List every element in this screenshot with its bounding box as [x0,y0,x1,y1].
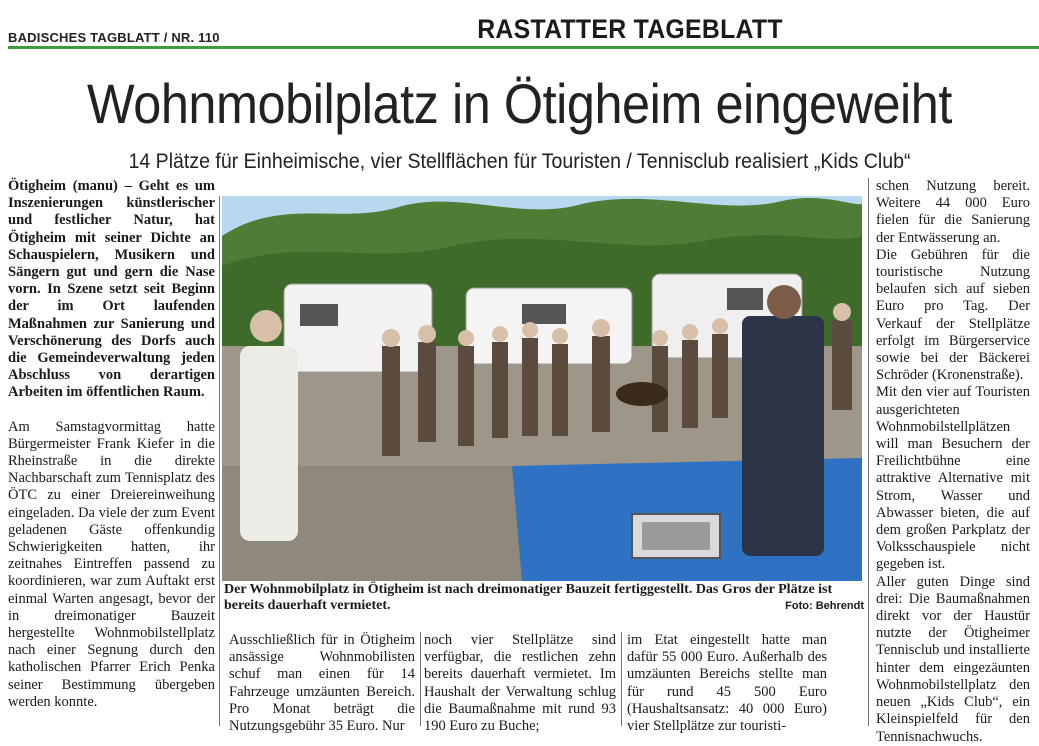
article-column-3 [424,632,616,735]
article-paragraph: Mit den vier auf Touristen ausgerichteten Wohnmobilstellplätzen will man Besuchern der Freilichtbühne eine attraktive Alternative mit Strom, Wasser und Abwasser bieten, die auf dem großen Parkplatz der Volksschauspiele nicht gegeben ist. [876,384,1030,573]
article-column-1 [8,178,215,711]
article-paragraph: Am Samstagvormittag hatte Bürgermeister Frank Kiefer in die Rheinstraße in die direkte Nachbarschaft zum Tennisplatz des ÖTC zu einer Dreiereinweihung eingeladen. Da viele der zum Event geladenen Gäste offenkundig Schwierigkeiten hatten, ihr zeitnahes Eintreffen passend zu koordinieren, war zum Auftakt erst einmal Warten angesagt, bevor der in dreimonatiger Bauzeit hergestellte Wohnmobilstellplatz nach einer Segnung durch den katholischen Pfarrer Erich Penka seiner Bestimmung übergeben werden konnte. [8,418,215,710]
article-column-5 [876,178,1030,746]
article-subheadline: 14 Plätze für Einheimische, vier Stellflächen für Touristen / Tennisclub realisiert „Kids Club“ [128,150,911,173]
article-headline: Wohnmobilplatz in Ötigheim eingeweiht [87,72,952,135]
article-paragraph: Ausschließlich für in Ötigheim ansässige Wohnmobilisten schuf man einen für 14 Fahrzeuge umzäunten Bereich. Pro Monat beträgt die Nutzungsgebühr 35 Euro. Nur [229,632,415,735]
column-divider [868,178,869,726]
photo-illustration [222,196,862,581]
header-rule [8,46,1039,49]
column-divider [219,196,220,726]
section-title: RASTATTER TAGEBLATT [477,14,783,44]
article-paragraph: schen Nutzung bereit. Weitere 44 000 Euro fielen für die Sanierung der Entwässerung an. [876,178,1030,246]
column-divider [621,632,622,726]
article-paragraph: Aller guten Dinge sind drei: Die Baumaßnahmen direkt vor der Haustür nutzte der Ötigheimer Tennisclub und installierte hinter dem eingezäunten Wohnmobilstellplatz den neuen „Kids Club“, ein Kleinspielfeld für den Tennisnachwuchs. [876,573,1030,745]
column-divider [420,632,421,726]
photo-caption: Der Wohnmobilplatz in Ötigheim ist nach dreimonatiger Bauzeit fertiggestellt. Das Gros der Plätze ist bereits dauerhaft vermietet. [224,582,833,613]
photo-credit: Foto: Behrendt [785,600,864,612]
article-column-4 [627,632,827,735]
article-paragraph: noch vier Stellplätze sind verfügbar, die restlichen zehn bereits dauerhaft vermietet. Im Haushalt der Verwaltung schlug die Baumaßnahme mit rund 93 190 Euro zu Buche; [424,632,616,735]
article-column-2 [229,632,415,735]
article-paragraph: Die Gebühren für die touristische Nutzung belaufen sich auf sieben Euro pro Tag. Der Verkauf der Stellplätze erfolgt im Bürgerservice sowie bei der Bäckerei Schröder (Kronenstraße). [876,246,1030,384]
newspaper-issue-label: BADISCHES TAGBLATT / NR. 110 [8,30,220,45]
article-photo [222,196,862,581]
article-intro: Ötigheim (manu) – Geht es um Inszenierungen künstlerischer und festlicher Natur, hat Ötigheim mit seiner Dichte an Schauspielern, Musikern und Sängern gut und gern die Nase vorn. In Szene setzt seit Beginn der im Ort laufenden Maßnahmen zur Sanierung und Verschönerung des Dorfs auch die Gemeindeverwaltung jeden Abschluss von derartigen Arbeiten im öffentlichen Raum. [8,178,215,401]
article-paragraph: im Etat eingestellt hatte man dafür 55 000 Euro. Außerhalb des umzäunten Bereichs stellte man für rund 45 500 Euro (Haushaltsansatz: 40 000 Euro) vier Stellplätze zur touristi- [627,632,827,735]
